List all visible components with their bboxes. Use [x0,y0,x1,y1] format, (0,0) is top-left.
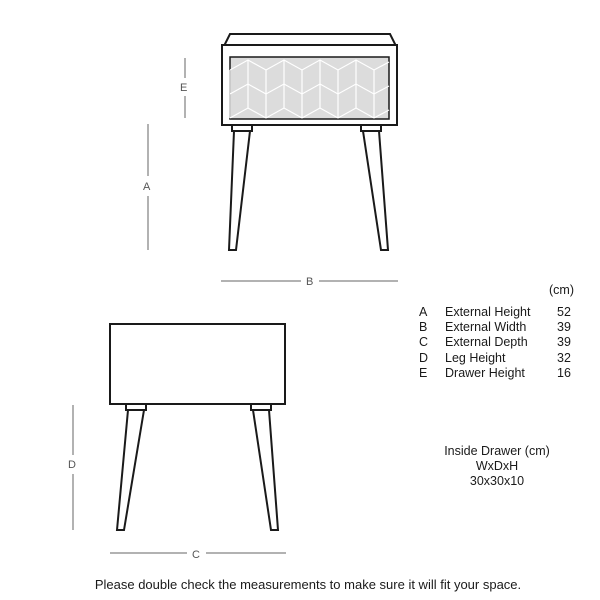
side-right-leg [253,410,278,530]
inside-drawer-format: WxDxH [475,459,519,473]
dimension-row [419,335,577,350]
inside-drawer-info [432,444,562,489]
dimension-row [419,366,577,381]
dimension-a-letter: A [143,181,151,193]
side-view [110,324,285,530]
row-letter: E [419,365,428,380]
dimension-row [419,320,577,335]
dimension-e-letter: E [180,82,188,94]
row-value: 52 [557,305,571,319]
side-left-leg [117,410,144,530]
dimension-row [419,351,577,366]
unit-label: (cm) [549,283,574,297]
row-value: 39 [557,320,571,335]
inside-drawer-title: Inside Drawer (cm) [444,444,550,458]
row-value: 39 [557,335,571,350]
dimension-c-letter: C [192,549,200,561]
inside-drawer-size: 30x30x10 [469,474,525,488]
row-letter: C [419,335,429,350]
row-value: 32 [557,350,571,365]
row-value: 16 [557,365,571,380]
row-letter: A [419,305,428,319]
row-letter: B [419,320,428,335]
side-cabinet-body [110,324,285,404]
row-letter: D [419,350,429,365]
dimension-row [419,305,577,320]
dimension-d-letter: D [68,459,76,471]
front-left-leg [229,131,250,250]
row-label: Drawer Height [445,365,525,380]
row-label: External Width [445,320,527,335]
row-label: External Height [445,305,531,319]
front-right-leg [363,131,388,250]
dimension-b-letter: B [306,276,314,288]
front-view [222,34,397,250]
dimension-table [419,305,577,381]
row-label: Leg Height [445,350,506,365]
row-label: External Depth [445,335,528,350]
fit-note: Please double check the measurements to make sure it will fit your space. [94,577,522,592]
